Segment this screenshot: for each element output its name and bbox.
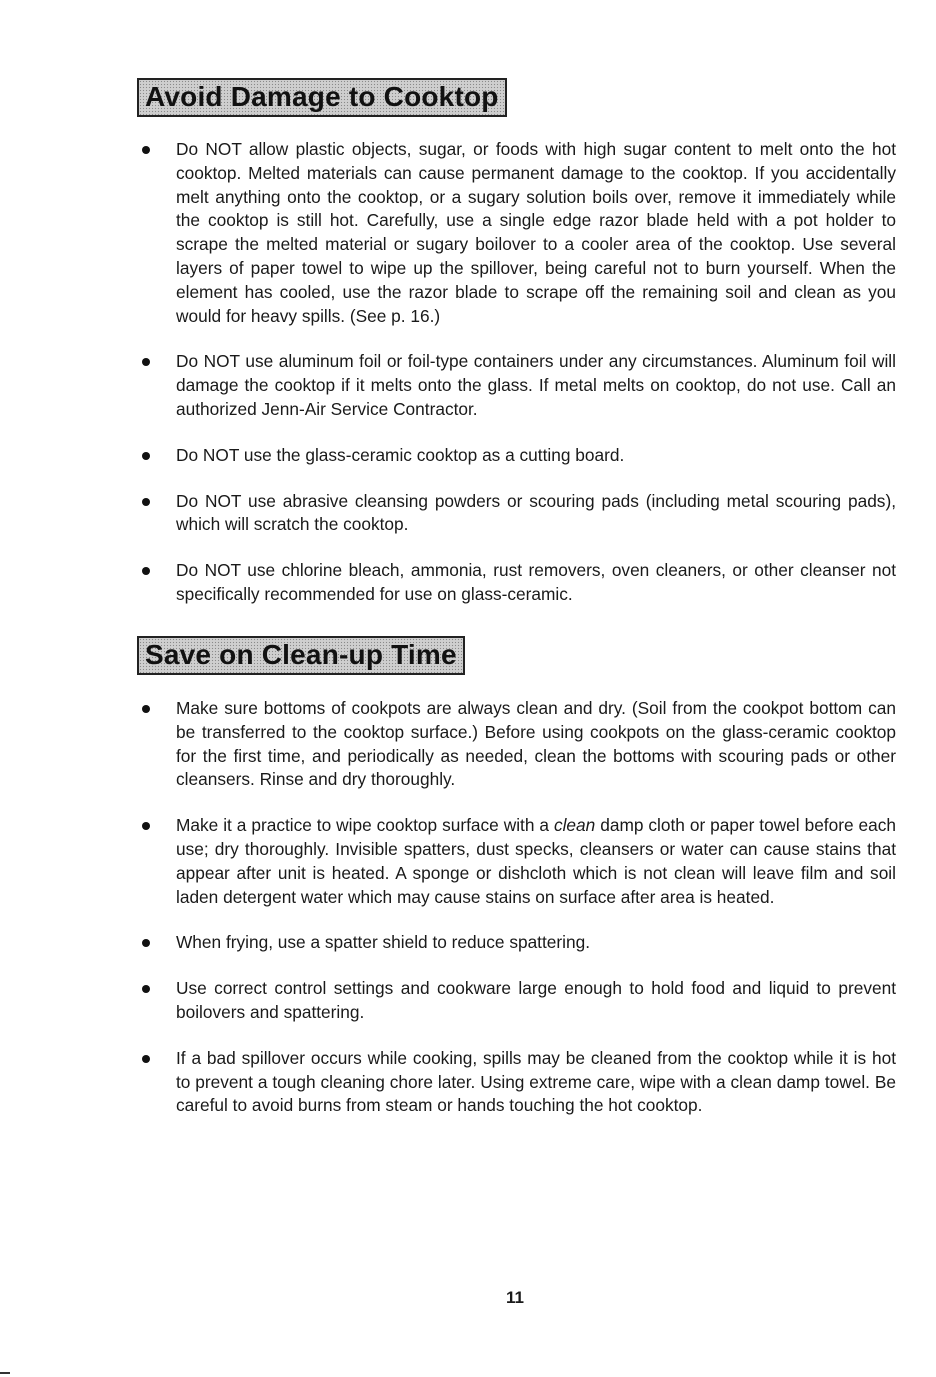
list-item-text: If a bad spillover occurs while cooking, spills may be cleaned from the cooktop while it is hot to prevent a tough cleaning chore later. Using extreme care, wipe with a clean damp towel. Be careful to avoid burns from steam or hands touching the hot cooktop. <box>176 1047 896 1116</box>
bullet-icon <box>142 939 150 947</box>
section-heading-avoid-damage: Avoid Damage to Cooktop <box>137 78 507 117</box>
list-item <box>176 1047 896 1118</box>
list-item <box>176 559 896 607</box>
list-item <box>176 931 896 955</box>
bullet-icon <box>142 567 150 575</box>
corner-mark <box>0 1372 10 1374</box>
bullet-icon <box>142 146 150 154</box>
list-item <box>176 490 896 538</box>
section-heading-save-cleanup: Save on Clean-up Time <box>137 636 465 675</box>
list-item <box>176 814 896 909</box>
bullet-icon <box>142 1055 150 1063</box>
save-cleanup-section <box>0 697 936 1140</box>
avoid-damage-list <box>0 138 936 607</box>
list-item-text: Do NOT use chlorine bleach, ammonia, rust removers, oven cleaners, or other cleanser not specifically recommended for use on glass-ceramic. <box>176 560 896 604</box>
list-item <box>176 977 896 1025</box>
list-item <box>176 138 896 328</box>
bullet-icon <box>142 822 150 830</box>
list-item-text: When frying, use a spatter shield to reduce spattering. <box>176 932 591 953</box>
list-item-text-before: Make it a practice to wipe cooktop surface with a <box>176 815 554 836</box>
list-item-text-after: damp cloth or paper towel before each use; dry thoroughly. Invisible spatters, dust specks, cleansers or water can cause stains that appear after unit is heated. A sponge or dishcloth which is not clean will leave film and soil laden detergent water which may cause stains on surface after area is heated. <box>176 815 896 907</box>
bullet-icon <box>142 498 150 506</box>
list-item <box>176 350 896 421</box>
bullet-icon <box>142 985 150 993</box>
bullet-icon <box>142 358 150 366</box>
list-item-text: Do NOT use abrasive cleansing powders or scouring pads (including metal scouring pads), which will scratch the cooktop. <box>176 490 896 535</box>
list-item-text: Do NOT use the glass-ceramic cooktop as a cutting board. <box>176 444 625 465</box>
list-item-text: Use correct control settings and cookware large enough to hold food and liquid to prevent boilovers and spattering. <box>176 978 896 1022</box>
bullet-icon <box>142 705 150 713</box>
list-item <box>176 444 896 468</box>
bullet-icon <box>142 452 150 460</box>
avoid-damage-section <box>0 138 936 629</box>
list-item-text: Do NOT allow plastic objects, sugar, or foods with high sugar content to melt onto the hot cooktop. Melted materials can cause permanent damage to the cooktop. If you accidentally melt anything onto the cooktop, or a sugary solution boils over, remove it immediately while the cooktop is still hot. Carefully, use a single edge razor blade held with a pot holder to scrape the melted material or sugary boilover to a cooler area of the cooktop. Use several layers of paper towel to wipe up the spillover, being careful not to burn yourself. When the element has cooled, use the razor blade to scrape off the remaining soil and clean as you would for heavy spills. (See p. 16.) <box>176 139 896 326</box>
list-item-text: Make sure bottoms of cookpots are always clean and dry. (Soil from the cookpot bottom can be transferred to the cooktop surface.) Before using cookpots on the glass-ceramic cooktop for the first time, and periodically as needed, clean the bottoms with scouring pads or other cleansers. Rinse and dry thoroughly. <box>176 698 896 790</box>
emphasis-text: clean <box>553 815 596 836</box>
list-item-text: Do NOT use aluminum foil or foil-type containers under any circumstances. Aluminum foil will damage the cooktop if it melts onto the glass. If metal melts on cooktop, do not use. Call an authorized Jenn-Air Service Contractor. <box>176 351 896 419</box>
save-cleanup-list <box>0 697 936 1118</box>
page-number: 11 <box>506 1288 524 1307</box>
list-item <box>176 697 896 792</box>
